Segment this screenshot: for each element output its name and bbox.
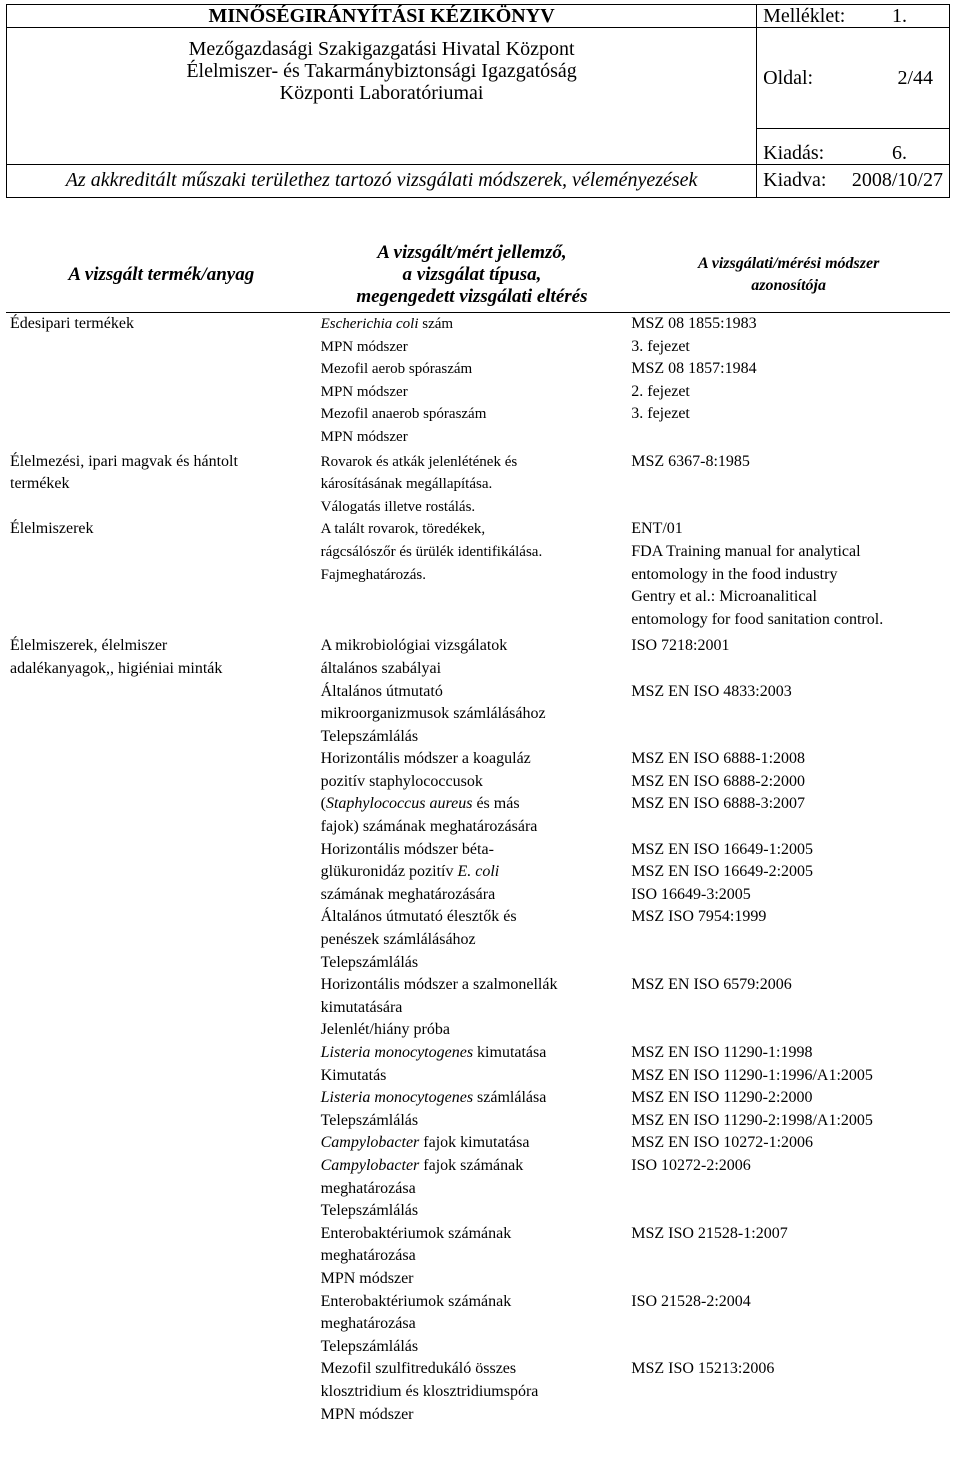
method-line: MSZ EN ISO 16649-1:2005 <box>631 840 814 858</box>
characteristic-line: Telepszámlálás <box>320 727 419 745</box>
characteristic-line: klosztridium és klosztridiumspóra <box>320 1382 539 1400</box>
characteristic-text: fajok számának <box>419 1156 524 1174</box>
characteristic-line: Horizontális módszer a koaguláz <box>320 750 531 768</box>
organism-name: Listeria monocytogenes <box>320 1044 474 1061</box>
characteristic-text: glükuronidáz pozitív <box>320 863 458 881</box>
method-line: 2. fejezet <box>631 382 690 400</box>
document-header <box>6 4 950 198</box>
product-line: Élelmiszerek, élelmiszer <box>10 637 168 655</box>
issue-label: Kiadás: <box>763 142 825 164</box>
characteristic-line: mikroorganizmusok számlálásához <box>320 705 546 723</box>
method-line: Gentry et al.: Microanalitical <box>631 588 817 606</box>
table-header-row <box>6 240 950 313</box>
method-cell: MSZ ISO 21528-1:2007 <box>631 1224 788 1242</box>
org-line-1: Mezőgazdasági Szakigazgatási Hivatal Központ <box>188 38 575 60</box>
characteristic-cell <box>317 1132 628 1155</box>
characteristic-line: meghatározása <box>320 1247 416 1265</box>
method-cell <box>627 1042 950 1087</box>
characteristic-line: Általános útmutató <box>320 682 443 700</box>
characteristic-line: MPN módszer <box>320 1269 414 1287</box>
characteristic-cell <box>317 1087 628 1132</box>
product-line: adalékanyagok,, higiéniai minták <box>10 659 223 677</box>
method-line: entomology in the food industry <box>631 565 838 583</box>
method-cell: MSZ EN ISO 4833:2003 <box>631 682 792 700</box>
characteristic-line <box>321 1155 624 1178</box>
method-cell <box>627 1087 950 1132</box>
method-line: MSZ EN ISO 11290-2:2000 <box>631 1089 813 1107</box>
characteristic-cell <box>317 748 628 838</box>
characteristic-line: Rovarok és atkák jelenlétének és <box>320 453 518 470</box>
characteristic-cell <box>317 839 628 907</box>
table-row <box>6 313 950 449</box>
characteristic-line: Fajmeghatározás. <box>320 566 426 583</box>
characteristic-line <box>321 313 624 336</box>
characteristic-line: Általános útmutató élesztők és <box>320 908 517 926</box>
characteristic-line: Telepszámlálás <box>320 1111 419 1129</box>
method-line: FDA Training manual for analytical <box>631 542 861 560</box>
characteristic-text: fajok kimutatása <box>419 1134 530 1152</box>
method-cell: MSZ ISO 7954:1999 <box>631 908 767 926</box>
characteristic-line: Válogatás illetve rostálás. <box>320 498 476 515</box>
organization-cell <box>7 28 757 165</box>
issued-value: 2008/10/27 <box>851 169 943 191</box>
characteristic-line <box>321 1132 624 1155</box>
method-line: ISO 16649-3:2005 <box>631 885 751 903</box>
characteristic-line: Enterobaktériumok számának <box>320 1224 512 1242</box>
characteristic-cell <box>317 518 628 631</box>
organism-name: Escherichia coli <box>320 316 419 332</box>
characteristic-line: számának meghatározására <box>320 885 496 903</box>
method-cell: MSZ EN ISO 10272-1:2006 <box>631 1134 814 1152</box>
col3-header-line: A vizsgálati/mérési módszer <box>697 255 880 272</box>
table-row <box>6 449 950 519</box>
product-cell: Élelmiszerek <box>10 520 94 538</box>
method-line: MSZ EN ISO 6888-3:2007 <box>631 795 806 813</box>
method-line: entomology for food sanitation control. <box>631 610 884 628</box>
method-line: 3. fejezet <box>631 337 690 355</box>
organism-name: E. coli <box>457 863 500 881</box>
method-cell <box>627 839 950 907</box>
col-header-method <box>627 240 950 313</box>
method-line: MSZ EN ISO 11290-1:1996/A1:2005 <box>631 1066 873 1084</box>
organism-name: Campylobacter <box>320 1134 420 1152</box>
product-cell <box>6 631 317 1426</box>
organism-name: Staphylococcus aureus <box>325 795 473 813</box>
method-cell <box>627 748 950 838</box>
characteristic-cell <box>317 1223 628 1291</box>
characteristic-line: általános szabályai <box>320 659 442 677</box>
characteristic-line <box>321 793 624 816</box>
annex-value: 1. <box>892 5 907 27</box>
product-cell: Édesipari termékek <box>10 315 134 332</box>
product-cell <box>6 449 317 519</box>
characteristic-line: Horizontális módszer a szalmonellák <box>320 976 558 994</box>
characteristic-cell <box>317 681 628 749</box>
characteristic-line: rágcsálószőr és ürülék identifikálása. <box>320 543 543 560</box>
characteristic-cell <box>317 906 628 974</box>
characteristic-cell <box>317 1291 628 1359</box>
characteristic-line <box>321 1087 624 1110</box>
method-line: MSZ EN ISO 16649-2:2005 <box>631 863 814 881</box>
characteristic-line: Mezofil szulfitredukáló összes <box>320 1360 517 1378</box>
method-line: MSZ EN ISO 11290-2:1998/A1:2005 <box>631 1111 873 1129</box>
characteristic-text: kimutatása <box>473 1044 547 1061</box>
characteristic-line: Mezofil aerob spóraszám <box>320 361 473 378</box>
method-cell: MSZ ISO 15213:2006 <box>631 1360 775 1378</box>
method-cell: MSZ 6367-8:1985 <box>631 452 750 470</box>
method-cell: ISO 7218:2001 <box>631 637 730 655</box>
characteristic-line: Mezofil anaerob spóraszám <box>320 406 487 423</box>
col-header-characteristic <box>317 240 628 313</box>
col2-header-line: a vizsgálat típusa, <box>402 264 542 285</box>
method-line: MSZ 08 1857:1984 <box>631 360 757 378</box>
characteristic-line <box>321 1042 624 1065</box>
characteristic-line: MPN módszer <box>320 338 408 355</box>
method-line: ENT/01 <box>631 520 683 538</box>
method-cell: ISO 10272-2:2006 <box>631 1156 751 1174</box>
method-line: MSZ EN ISO 11290-1:1998 <box>631 1044 813 1061</box>
method-cell: MSZ EN ISO 6579:2006 <box>631 976 792 994</box>
characteristic-cell <box>317 449 628 519</box>
method-line: MSZ EN ISO 6888-2:2000 <box>631 772 806 790</box>
characteristic-line: penészek számlálásához <box>320 931 476 949</box>
table-row <box>6 631 950 680</box>
col-header-product: A vizsgált termék/anyag <box>6 240 317 313</box>
characteristic-line: Telepszámlálás <box>320 1202 419 1220</box>
characteristic-line: károsításának megállapítása. <box>320 476 493 493</box>
table-row <box>6 518 950 631</box>
characteristic-cell <box>317 974 628 1042</box>
characteristic-cell <box>317 1155 628 1223</box>
org-line-3: Központi Laboratóriumai <box>279 82 484 104</box>
characteristic-line: Kimutatás <box>320 1066 387 1084</box>
col2-header-line: A vizsgált/mért jellemző, <box>377 242 567 263</box>
manual-title: MINŐSÉGIRÁNYÍTÁSI KÉZIKÖNYV <box>7 5 757 28</box>
annex-cell <box>757 5 950 28</box>
col3-header-line: azonosítója <box>751 277 826 294</box>
method-cell <box>627 313 950 449</box>
page-number-cell <box>757 28 950 129</box>
characteristic-text: ( <box>320 795 326 813</box>
characteristic-text: számlálása <box>473 1089 547 1107</box>
org-line-2: Élelmiszer- és Takarmánybiztonsági Igazgatóság <box>186 60 577 82</box>
characteristic-line: pozitív staphylococcusok <box>320 772 483 790</box>
issue-value: 6. <box>892 142 907 164</box>
characteristic-line: MPN módszer <box>320 383 408 400</box>
methods-table <box>6 240 950 1426</box>
characteristic-line: Telepszámlálás <box>320 1337 419 1355</box>
document-subtitle: Az akkreditált műszaki területhez tartozó vizsgálati módszerek, véleményezések <box>7 165 757 198</box>
method-line: 3. fejezet <box>631 405 690 423</box>
characteristic-line: MPN módszer <box>320 428 408 445</box>
issued-label: Kiadva: <box>763 169 827 191</box>
characteristic-text: szám <box>418 316 454 332</box>
characteristic-line <box>321 861 624 884</box>
characteristic-line: meghatározása <box>320 1315 416 1333</box>
characteristic-text: és más <box>472 795 520 813</box>
characteristic-line: meghatározása <box>320 1179 416 1197</box>
product-line: termékek <box>10 475 70 493</box>
page-value: 2/44 <box>897 67 933 89</box>
characteristic-cell <box>317 1358 628 1426</box>
characteristic-line: Jelenlét/hiány próba <box>320 1021 450 1039</box>
product-line: Élelmezési, ipari magvak és hántolt <box>10 452 238 470</box>
method-line: MSZ 08 1855:1983 <box>631 315 757 332</box>
method-line: MSZ EN ISO 6888-1:2008 <box>631 750 806 768</box>
page-label: Oldal: <box>763 67 814 89</box>
organism-name: Listeria monocytogenes <box>320 1089 474 1107</box>
issue-cell <box>757 129 950 165</box>
characteristic-line: A mikrobiológiai vizsgálatok <box>320 637 508 655</box>
method-cell <box>627 518 950 631</box>
characteristic-line: Telepszámlálás <box>320 953 419 971</box>
characteristic-line: kimutatására <box>320 998 403 1016</box>
issued-cell <box>757 165 950 198</box>
characteristic-line: Horizontális módszer béta- <box>320 840 494 858</box>
method-cell: ISO 21528-2:2004 <box>631 1292 751 1310</box>
characteristic-line: fajok) számának meghatározására <box>320 818 538 836</box>
characteristic-line: Enterobaktériumok számának <box>320 1292 512 1310</box>
characteristic-line: A talált rovarok, töredékek, <box>320 521 486 538</box>
characteristic-cell <box>317 313 628 449</box>
annex-label: Melléklet: <box>763 5 846 27</box>
organism-name: Campylobacter <box>320 1156 420 1174</box>
characteristic-line: MPN módszer <box>320 1405 414 1423</box>
characteristic-cell <box>317 1042 628 1087</box>
col2-header-line: megengedett vizsgálati eltérés <box>356 286 588 307</box>
characteristic-cell <box>317 631 628 680</box>
